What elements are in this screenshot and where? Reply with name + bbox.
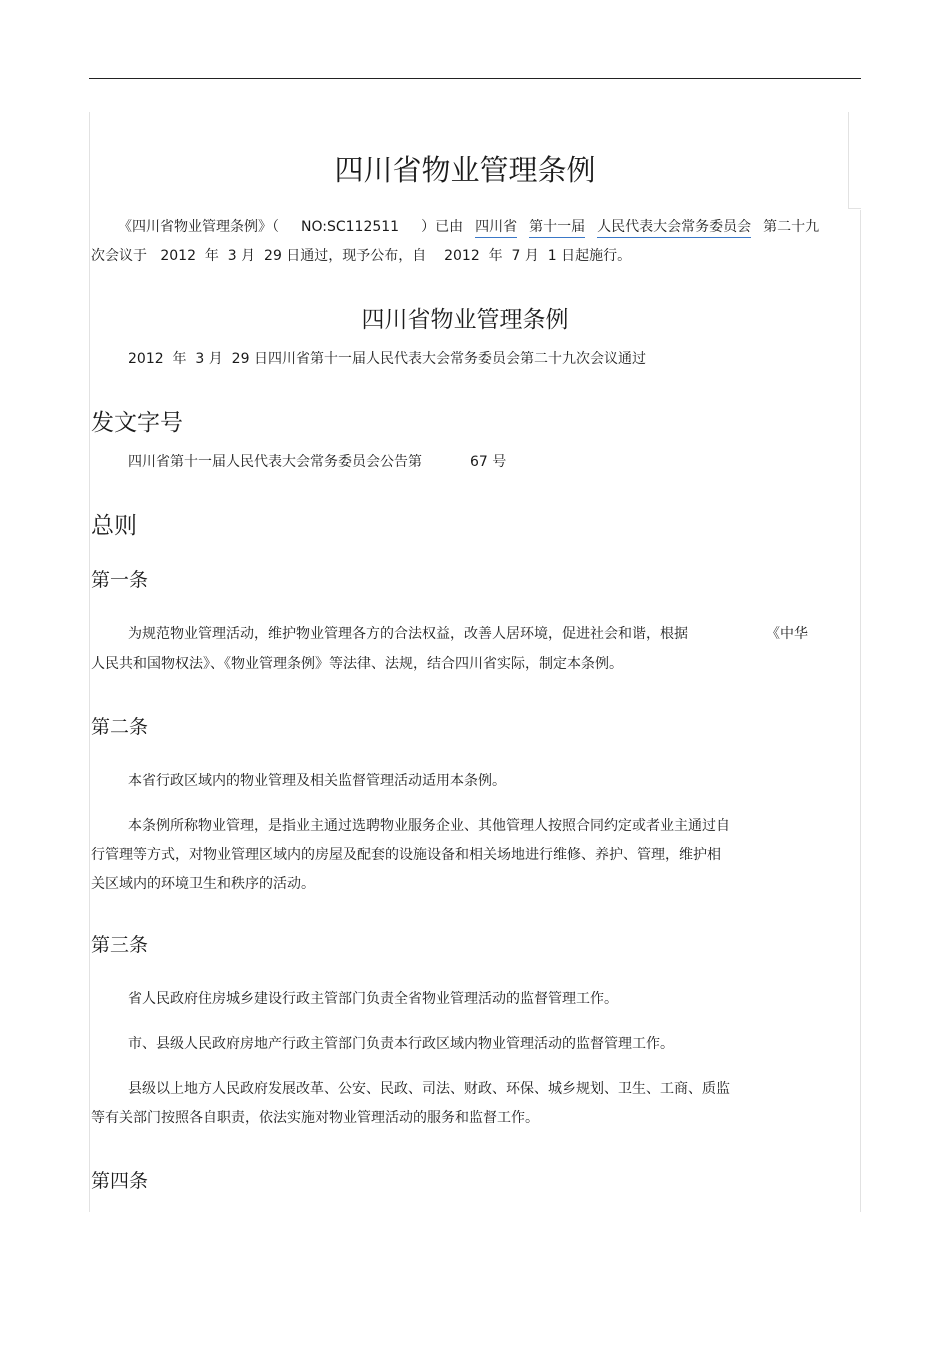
article-3-para-2: 市、县级人民政府房地产行政主管部门负责本行政区域内物业管理活动的监督管理工作。 xyxy=(128,1036,674,1052)
intro-line-1 xyxy=(118,217,819,237)
page-frame-left xyxy=(89,112,90,1212)
article-3-para-3-line-2: 等有关部门按照各自职责，依法实施对物业管理活动的服务和监督工作。 xyxy=(91,1110,539,1126)
intro-congress-link[interactable]: 人民代表大会常务委员会 xyxy=(597,219,751,238)
header-rule xyxy=(89,78,861,79)
doc-number-value: 67 号 xyxy=(470,454,507,470)
article-1-line-1 xyxy=(128,624,808,644)
article-2-para-1: 本省行政区域内的物业管理及相关监督管理活动适用本条例。 xyxy=(128,773,506,789)
doc-number-line xyxy=(128,452,506,472)
page-frame-right xyxy=(860,210,861,1212)
article-2-para-2-line-2: 行管理等方式，对物业管理区域内的房屋及配套的设施设备和相关场地进行维修、养护、管理，维护相 xyxy=(91,847,721,863)
main-title: 四川省物业管理条例 xyxy=(334,153,596,187)
article-2-heading: 第二条 xyxy=(91,716,149,738)
doc-number-text: 四川省第十一届人民代表大会常务委员会公告第 xyxy=(128,454,422,470)
article-1-text-a: 为规范物业管理活动，维护物业管理各方的合法权益，改善人居环境，促进社会和谐，根据 xyxy=(128,626,688,642)
article-3-heading: 第三条 xyxy=(91,934,149,956)
intro-province-link[interactable]: 四川省 xyxy=(475,219,517,238)
passed-line: 2012 年 3 月 29 日四川省第十一届人民代表大会常务委员会第二十九次会议通过 xyxy=(128,351,646,367)
intro-line-2: 次会议于 2012 年 3 月 29 日通过，现予公布，自 2012 年 7 月 1 日起施行。 xyxy=(91,248,632,264)
intro-session-link[interactable]: 第十一届 xyxy=(529,219,585,238)
intro-law-name: 《四川省物业管理条例》（ xyxy=(118,219,279,235)
article-3-para-1: 省人民政府住房城乡建设行政主管部门负责全省物业管理活动的监督管理工作。 xyxy=(128,991,618,1007)
article-2-para-2-line-1: 本条例所称物业管理，是指业主通过选聘物业服务企业、其他管理人按照合同约定或者业主通过自 xyxy=(128,818,730,834)
article-4-heading: 第四条 xyxy=(91,1170,149,1192)
intro-meeting-number: 第二十九 xyxy=(763,219,820,235)
article-1-line-2: 人民共和国物权法》、《物业管理条例》等法律、法规，结合四川省实际，制定本条例。 xyxy=(91,656,623,672)
article-1-text-b: 《中华 xyxy=(766,626,808,642)
sub-title: 四川省物业管理条例 xyxy=(361,307,569,333)
page-frame-right-step xyxy=(848,208,861,209)
intro-law-number: NO:SC112511 xyxy=(301,219,400,235)
article-2-para-2-line-3: 关区域内的环境卫生和秩序的活动。 xyxy=(91,876,315,892)
article-1-heading: 第一条 xyxy=(91,569,149,591)
intro-adopted-by: ）已由 xyxy=(421,219,464,235)
doc-number-heading: 发文字号 xyxy=(91,410,183,436)
article-3-para-3-line-1: 县级以上地方人民政府发展改革、公安、民政、司法、财政、环保、城乡规划、卫生、工商、质监 xyxy=(128,1081,730,1097)
general-heading: 总则 xyxy=(91,513,137,539)
